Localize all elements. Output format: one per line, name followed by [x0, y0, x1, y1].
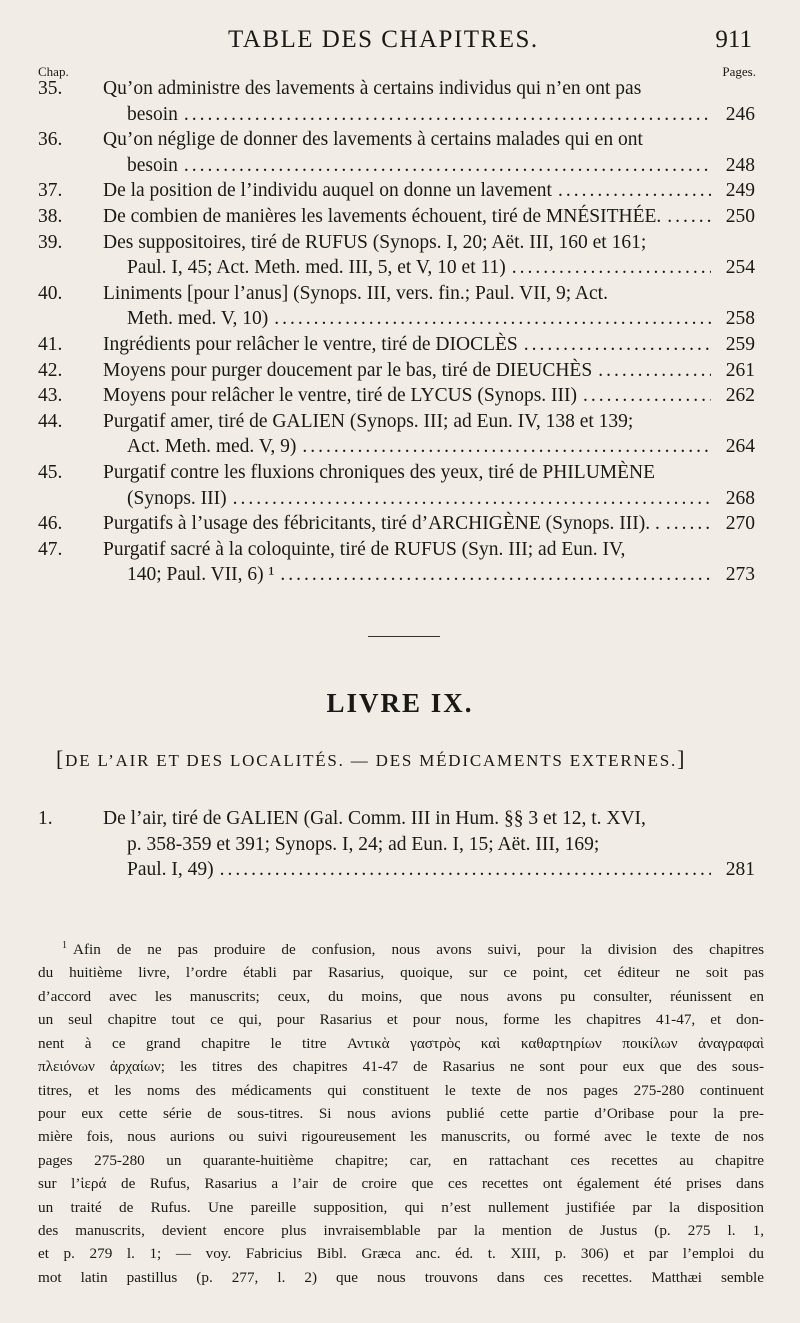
entry-line: Purgatifs à l’usage des fébricitants, tiré d’ARCHIGÈNE (Synops. III). .: [103, 513, 660, 535]
toc-entry: [0, 204, 800, 230]
footnote-line: πλειόνων ἀρχαίων; les titres des chapitres 41-47 de Rasarius ne sont pour eux que des sous-: [38, 1058, 764, 1076]
book-heading: LIVRE IX.: [326, 688, 474, 718]
chapter-number: 44.: [38, 410, 63, 432]
chapter-number: 43.: [38, 385, 63, 407]
entry-line: De l’air, tiré de GALIEN (Gal. Comm. III in Hum. §§ 3 et 12, t. XVI,: [103, 808, 646, 829]
chapter-entry-1: [0, 806, 800, 883]
table-of-contents: [0, 76, 800, 588]
page-ref: 273: [725, 564, 755, 586]
toc-entry: [0, 178, 800, 204]
dot-leader: [524, 332, 711, 358]
entry-leader-line: [103, 204, 755, 230]
toc-entry: [0, 511, 800, 537]
page-ref: 262: [725, 385, 755, 407]
toc-entry: [0, 409, 800, 460]
entry-line: De combien de manières les lavements échouent, tiré de MNÉSITHÉE.: [103, 205, 662, 227]
entry-line: Liniments [pour l’anus] (Synops. III, vers. fin.; Paul. VII, 9; Act.: [103, 282, 608, 304]
column-heading-pages: Pages.: [722, 64, 756, 79]
toc-entry: [0, 460, 800, 511]
page-ref: 259: [725, 333, 755, 355]
entry-line: Ingrédients pour relâcher le ventre, tiré de DIOCLÈS: [103, 333, 518, 355]
footnote-line: [38, 934, 764, 961]
page-ref: 258: [725, 308, 755, 330]
dot-leader: [666, 511, 711, 537]
chapter-number: 42.: [38, 359, 63, 381]
dot-leader: [512, 255, 711, 281]
footnote-line: d’accord avec les manuscrits; ceux, du moins, que nous avons pu consulter, réunissent en: [38, 987, 764, 1005]
toc-entry: [0, 281, 800, 332]
bracket-close: ]: [677, 746, 687, 771]
column-heading-chapter: Chap.: [38, 64, 69, 79]
footnote-line: sur l’ἱερά de Rufus, Rasarius a l’air de croire que ces recettes ont également été prises dans: [38, 1175, 764, 1193]
chapter-number: 38.: [38, 205, 63, 227]
toc-entry: [0, 76, 800, 127]
footnote-line: titres, et les noms des médicaments qui constituent le texte de nos pages 275-280 continuent: [38, 1081, 764, 1099]
dot-leader: [583, 383, 711, 409]
entry-leader-line: [103, 511, 755, 537]
entry-leader-line: [103, 562, 755, 588]
toc-entry: [0, 383, 800, 409]
page-number: 911: [715, 26, 752, 53]
footnote-line: mot latin pastillus (p. 277, l. 2) que nous trouvons dans ces recettes. Matthæi semble: [38, 1268, 764, 1286]
chapter-number: 40.: [38, 282, 63, 304]
entry-leader-line: [103, 102, 755, 128]
dot-leader: [233, 486, 711, 512]
dot-leader: [667, 204, 711, 230]
footnote-text: Afin de ne pas produire de confusion, nous avons suivi, pour la division des chapitres: [73, 941, 764, 959]
entry-leader-line: [103, 306, 755, 332]
entry-line: besoin: [127, 103, 178, 125]
dot-leader: [598, 358, 711, 384]
chapter-number: 47.: [38, 538, 63, 560]
page-ref: 254: [725, 257, 755, 279]
dot-leader: [302, 434, 711, 460]
page-ref: 281: [725, 859, 755, 881]
footnote: [38, 934, 764, 1289]
chapter-number: 39.: [38, 231, 63, 253]
footnote-line: nent à ce grand chapitre le titre Αντικὰ γαστρὸς καὶ καθαρτηρίων ποικίλων ἀναγραφαὶ: [38, 1034, 764, 1052]
page-ref: 264: [725, 436, 755, 458]
chapter-number: 35.: [38, 78, 63, 99]
toc-entry: [0, 127, 800, 178]
footnote-line: pour eux cette série de sous-titres. Si nous avions publié cette partie d’Oribase pour la pre-: [38, 1104, 764, 1122]
entry-leader-line: [103, 486, 755, 512]
running-head: [0, 26, 800, 66]
page-ref: 261: [725, 359, 755, 381]
chapter-number: 37.: [38, 180, 63, 202]
dot-leader: [184, 153, 711, 179]
entry-leader-line: [103, 358, 755, 384]
footnote-mark: 1: [62, 940, 67, 951]
entry-line: (Synops. III): [127, 487, 227, 509]
toc-entry: [0, 332, 800, 358]
toc-entry: [0, 806, 800, 883]
entry-line: Qu’on administre des lavements à certains individus qui n’en ont pas: [103, 78, 642, 99]
dot-leader: [280, 562, 711, 588]
page-ref: 270: [725, 513, 755, 535]
entry-leader-line: [103, 255, 755, 281]
chapter-number: 41.: [38, 333, 63, 355]
footnote-line: mière fois, nous aurions ou suivi rigoureusement les manuscrits, ou formé avec le texte de nos: [38, 1128, 764, 1146]
section-divider: [368, 636, 440, 637]
entry-line: Qu’on néglige de donner des lavements à certains malades qui en ont: [103, 129, 643, 151]
toc-entry: [0, 537, 800, 588]
entry-line: Meth. med. V, 10): [127, 308, 269, 330]
footnote-line: un seul chapitre tout ce qui, pour Rasarius et pour nous, forme les chapitres 41-47, et don-: [38, 1011, 764, 1029]
page-ref: 268: [725, 487, 755, 509]
dot-leader: [184, 102, 711, 128]
entry-line: Purgatif contre les fluxions chroniques des yeux, tiré de PHILUMÈNE: [103, 461, 656, 483]
toc-entry: [0, 358, 800, 384]
footnote-line: du huitième livre, l’ordre établi par Rasarius, quoique, sur ce point, cet éditeur ne soit pas: [38, 964, 764, 982]
chapter-number: 46.: [38, 513, 63, 535]
toc-entry: [0, 230, 800, 281]
page-ref: 250: [725, 205, 755, 227]
entry-line: Moyens pour purger doucement par le bas, tiré de DIEUCHÈS: [103, 359, 593, 381]
book-subtitle-text: DE L’AIR ET DES LOCALITÉS. — DES MÉDICAMENTS EXTERNES.: [65, 751, 678, 770]
bracket-open: [: [56, 746, 66, 771]
dot-leader: [220, 857, 711, 883]
dot-leader: [558, 178, 711, 204]
footnote-line: et p. 279 l. 1; — voy. Fabricius Bibl. Græca anc. éd. t. XIII, p. 306) et par l’emploi du: [38, 1245, 764, 1263]
chapter-number: 36.: [38, 129, 63, 151]
chapter-number: 45.: [38, 461, 63, 483]
footnote-line: pages 275-280 un quarante-huitième chapitre; car, en rattachant ces recettes au chapitre: [38, 1151, 764, 1169]
entry-line: 140; Paul. VII, 6) ¹: [127, 564, 275, 586]
page-ref: 248: [725, 154, 755, 176]
entry-line: Purgatif sacré à la coloquinte, tiré de RUFUS (Syn. III; ad Eun. IV,: [103, 538, 626, 560]
entry-line: Moyens pour relâcher le ventre, tiré de LYCUS (Synops. III): [103, 385, 578, 407]
dot-leader: [274, 306, 711, 332]
book-subtitle: [56, 746, 756, 772]
page-title: TABLE DES CHAPITRES.: [228, 26, 539, 53]
footnote-line: un traité de Rufus. Une pareille supposition, qui n’est nullement justifiée par la disposition: [38, 1198, 764, 1216]
page-ref: 246: [725, 103, 755, 125]
entry-leader-line: [103, 857, 755, 883]
entry-line: Paul. I, 49): [127, 859, 214, 881]
entry-line: De la position de l’individu auquel on donne un lavement: [103, 180, 552, 202]
entry-leader-line: [103, 178, 755, 204]
entry-line: Purgatif amer, tiré de GALIEN (Synops. III; ad Eun. IV, 138 et 139;: [103, 410, 634, 432]
footnote-line: des manuscrits, devient encore plus invraisemblable par la mention de Justus (p. 275 l. 1,: [38, 1221, 764, 1239]
entry-leader-line: [103, 434, 755, 460]
entry-leader-line: [103, 332, 755, 358]
page-ref: 249: [725, 180, 755, 202]
entry-line: Act. Meth. med. V, 9): [127, 436, 297, 458]
entry-line: Des suppositoires, tiré de RUFUS (Synops. I, 20; Aët. III, 160 et 161;: [103, 231, 647, 253]
entry-leader-line: [103, 153, 755, 179]
chapter-number: 1.: [38, 808, 53, 829]
entry-line: p. 358-359 et 391; Synops. I, 24; ad Eun. I, 15; Aët. III, 169;: [127, 833, 600, 855]
entry-leader-line: [103, 383, 755, 409]
entry-line: besoin: [127, 154, 178, 176]
entry-line: Paul. I, 45; Act. Meth. med. III, 5, et V, 10 et 11): [127, 257, 506, 279]
